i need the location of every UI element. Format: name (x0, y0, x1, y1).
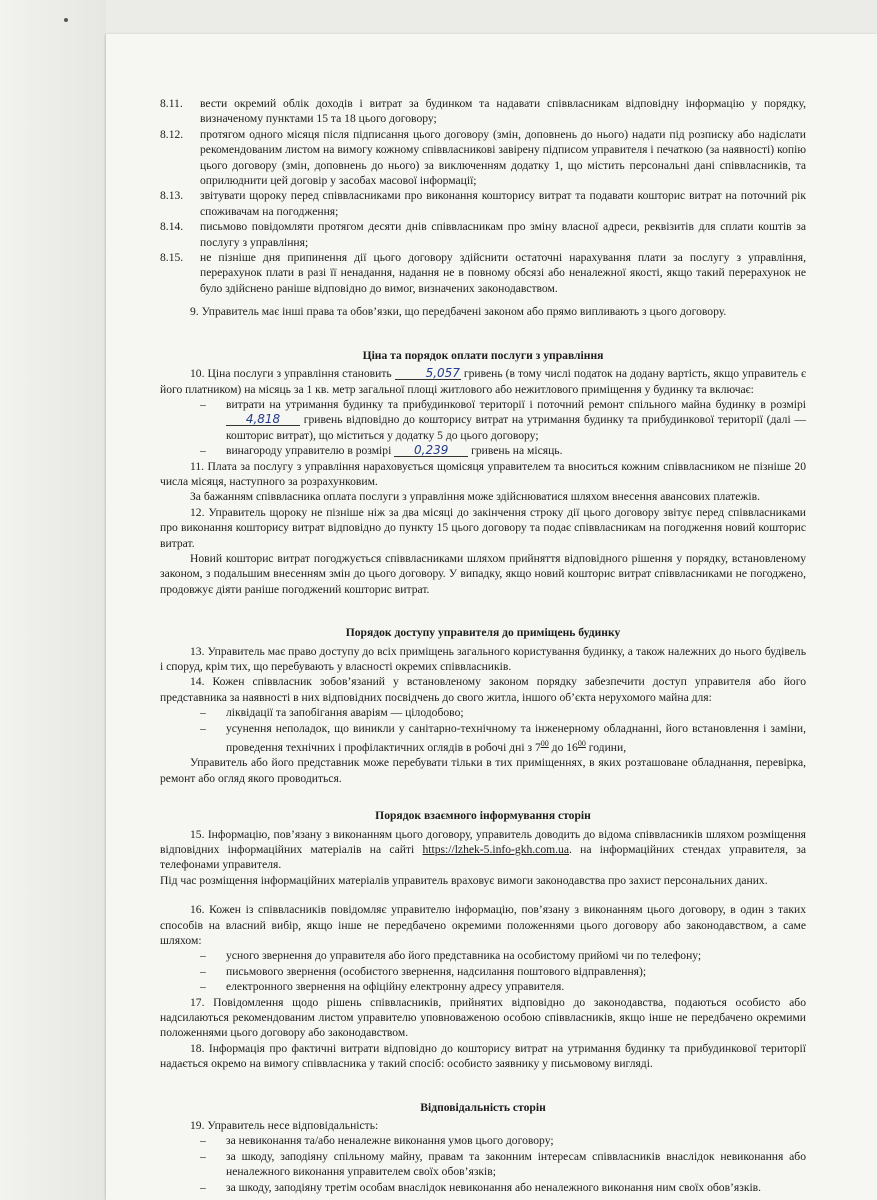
list-item: – за шкоду, заподіяну спільному майну, правам та законним інтересам співвласників внаслідок невиконання або неналежного виконання управителем своїх обов’язків; (200, 1149, 806, 1179)
website-link[interactable]: https://lzhek-5.info-gkh.com.ua (422, 842, 569, 856)
paragraph-19: 19. Управитель несе відповідальність: (190, 1119, 379, 1133)
clause-8-14 (160, 219, 806, 250)
list-item: – витрати на утримання будинку та прибудинкової території і поточний ремонт спільного майна будинку в розмірі 4,818 гривень відповідно до кошторису витрат на утримання будинку та прибудинкової території (далі — кошторис витрат), що міститься у додатку 5 до цього договору; (200, 397, 806, 442)
paragraph-12: 12. Управитель щороку не пізніше ніж за два місяці до закінчення строку дії цього договору звітує перед співвласниками про виконання кошторису витрат відповідно до пункту 15 цього договору та подає співвласникам на погодження новий кошторис витрат. (160, 505, 806, 550)
list-item: – письмового звернення (особистого звернення, надсилання поштового відправлення); (200, 964, 647, 978)
paragraph-10: 10. Ціна послуги з управління становить 5,057 гривень (в тому числі податок на додану вартість, якщо управитель є його платником) на місяць за 1 кв. метр загальної площі житлового або нежитлового приміщення у будинку та включає: (160, 366, 806, 396)
clause-number: 8.13. (160, 189, 184, 203)
paragraph-15: 15. Інформацію, пов’язану з виконанням цього договору, управитель доводить до відома співвласників шляхом розміщення відповідних інформаційних матеріалів на сайті https://lzhek-5.info-gkh.com.ua. на інформаційних стендах управителя, за телефонами управителя. (160, 827, 806, 872)
list-item: – винагороду управителю в розмірі 0,239 гривень на місяць. (200, 443, 563, 458)
clause-text: письмово повідомляти протягом десяти днів співвласникам про зміну власної адреси, реквізитів для сплати коштів за послугу з управління; (200, 220, 806, 249)
paragraph-14: 14. Кожен співвласник зобов’язаний у встановленому законом порядку забезпечити доступ управителя або його представника за наявності в них відповідних посвідчень до свого житла, іншого об’єкта нерухомого майна для: (160, 675, 806, 704)
section-heading-access: Порядок доступу управителя до приміщень будинку (345, 626, 621, 640)
clause-text: вести окремий облік доходів і витрат за будинком та надавати співвласникам відповідну інформацію у порядку, визначеному пунктами 15 та 18 цього договору; (200, 97, 806, 126)
paragraph-12b: Новий кошторис витрат погоджується співвласниками шляхом прийняття відповідного рішення у порядку, встановленому законом, з подальшим внесенням змін до цього договору. У випадку, якщо новий кошторис витрат співвласниками не погоджено, продовжує діяти раніше погоджений кошторис витрат. (160, 551, 806, 596)
list-item: – усного звернення до управителя або його представника на особистому прийомі чи по телефону; (200, 949, 702, 963)
list-item: – ліквідації та запобігання аваріям — цілодобово; (200, 706, 464, 720)
clause-number: 8.11. (160, 97, 183, 110)
clause-number: 8.14. (160, 220, 184, 234)
scan-speck (64, 18, 68, 22)
handwritten-reward-value: 0,239 (394, 444, 468, 457)
clause-8-15 (160, 250, 806, 296)
clause-text: протягом одного місяця після підписання цього договору (змін, доповнень до нього) надати під розписку або надіслати рекомендованим листом на вимогу кожному співвласникові завірену підписом управителя і печаткою (за наявності) копію цього договору (змін, доповнень до нього) за виключенням додатку 1, що містить персональні дані співвласників, та оприлюднити цей договір у засобах масової інформації; (200, 127, 806, 188)
clause-number: 8.12. (160, 127, 184, 141)
paragraph-11: 11. Плата за послугу з управління нараховується щомісяця управителем та вноситься кожним співвласником не пізніше 20 числа місяця, наступного за розрахунковим. (160, 459, 806, 488)
section-heading-price: Ціна та порядок оплати послуги з управління (362, 348, 604, 362)
handwritten-maintenance-value: 4,818 (226, 413, 300, 426)
paragraph-9: 9. Управитель має інші права та обов’язки, що передбачені законом або прямо випливають з цього договору. (190, 305, 727, 319)
paragraph-17: 17. Повідомлення щодо рішень співвласників, прийнятих відповідно до законодавства, подаються особисто або надсилаються рекомендованим листом управителю уповноваженою особою співвласників, якщо інше не передбачено окремими положеннями цього договору або законодавством. (160, 995, 806, 1040)
clause-number: 8.15. (160, 251, 184, 265)
clause-8-12 (160, 127, 806, 189)
paragraph-11b: За бажанням співвласника оплата послуги з управління може здійснюватися шляхом внесення авансових платежів. (190, 490, 760, 504)
scan-background (0, 0, 106, 1200)
list-item: – електронного звернення на офіційну електронну адресу управителя. (200, 980, 565, 994)
list-item: – за невиконання та/або неналежне виконання умов цього договору; (200, 1134, 554, 1148)
clause-8-13 (160, 188, 806, 219)
paragraph-13: 13. Управитель має право доступу до всіх приміщень загального користування будинку, а також належних до нього будівель і споруд, крім тих, що перебувають у власності окремих співвласників. (160, 644, 806, 673)
list-item: – за шкоду, заподіяну третім особам внаслідок невиконання або неналежного виконання ним своїх обов’язків. (200, 1180, 762, 1194)
paragraph-14b: Управитель або його представник може перебувати тільки в тих приміщеннях, в яких розташоване обладнання, перевірка, ремонт або огляд якого проводиться. (160, 756, 806, 785)
section-heading-responsibility: Відповідальність сторін (420, 1100, 546, 1114)
list-item: – усунення неполадок, що виникли у санітарно-технічному та інженерному обладнанні, його встановлення і заміни, проведення технічних і профілактичних оглядів в робочі дні з $7^{00}$ до $16^{00}$ години, (200, 721, 806, 754)
document-body (160, 96, 806, 1195)
clause-8-11 (160, 96, 806, 127)
paragraph-16: 16. Кожен із співвласників повідомляє управителю інформацію, пов’язану з виконанням цього договору, в один з таких способів на власний вибір, якщо інше не передбачено окремими положеннями цього договору або законодавством, а саме шляхом: (160, 903, 806, 947)
clause-text: не пізніше дня припинення дії цього договору здійснити остаточні нарахування плати за послугу з управління, перерахунок плати в разі її ненадання, надання не в повному обсязі або неналежної якості, якщо такий перерахунок не було здійснено раніше відповідно до вимог, визначених законодавством. (200, 251, 806, 295)
paragraph-15c: Під час розміщення інформаційних матеріалів управитель враховує вимоги законодавства про захист персональних даних. (160, 873, 768, 887)
paragraph-18: 18. Інформація про фактичні витрати відповідно до кошторису витрат на утримання будинку та прибудинкової території надається окремо на вимогу співвласника у такий спосіб: особисто заявнику у письмовому вигляді. (160, 1041, 806, 1071)
clause-text: звітувати щороку перед співвласниками про виконання кошторису витрат та подавати кошторис витрат на поточний рік споживачам на погодження; (200, 189, 806, 218)
section-heading-info: Порядок взаємного інформування сторін (375, 809, 591, 823)
handwritten-price-value: 5,057 (395, 367, 461, 380)
